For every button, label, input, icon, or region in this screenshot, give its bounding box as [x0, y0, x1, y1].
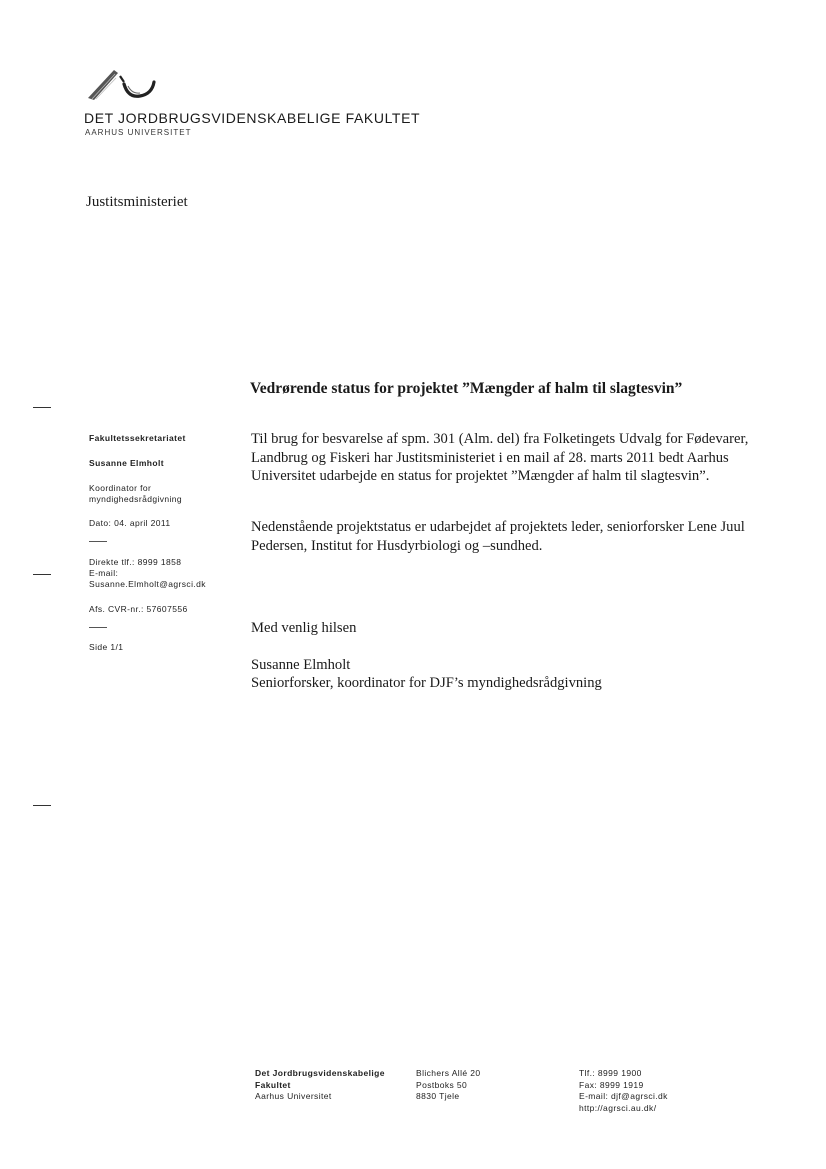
- footer-institution: [255, 1068, 385, 1103]
- sidebar-role-line2: myndighedsrådgivning: [89, 494, 183, 504]
- sidebar-divider: [89, 627, 107, 628]
- footer-fax: Fax: 8999 1919: [579, 1079, 644, 1090]
- fold-mark: [33, 574, 51, 575]
- footer-email: E-mail: djf@agrsci.dk: [579, 1091, 668, 1101]
- footer-address-line1: Blichers Allé 20: [416, 1068, 481, 1078]
- footer-website: http://agrsci.au.dk/: [579, 1102, 657, 1113]
- recipient: Justitsministeriet: [86, 194, 188, 210]
- footer-address-line3: 8830 Tjele: [416, 1091, 460, 1101]
- sidebar-department: Fakultetssekretariatet: [89, 433, 186, 443]
- footer-institution-line3: Aarhus Universitet: [255, 1091, 332, 1101]
- sidebar-phone: Direkte tlf.: 8999 1858: [89, 557, 182, 567]
- sidebar-name: Susanne Elmholt: [89, 458, 164, 468]
- footer-phone: Tlf.: 8999 1900: [579, 1068, 642, 1078]
- university-name: AARHUS UNIVERSITET: [85, 128, 192, 137]
- footer-address-line2: Postboks 50: [416, 1079, 468, 1090]
- fold-mark: [33, 805, 51, 806]
- sidebar-email-label: E-mail:: [89, 568, 119, 578]
- signature-name: Susanne Elmholt: [251, 657, 351, 673]
- sidebar-page: Side 1/1: [89, 642, 124, 652]
- sidebar-email: Susanne.Elmholt@agrsci.dk: [89, 579, 206, 589]
- signature-title: Seniorforsker, koordinator for DJF’s myndighedsrådgivning: [251, 675, 602, 691]
- sidebar-cvr: Afs. CVR-nr.: 57607556: [89, 604, 188, 614]
- sidebar-role-line1: Koordinator for: [89, 483, 152, 493]
- footer-contact: [579, 1068, 668, 1114]
- closing: Med venlig hilsen: [251, 620, 357, 636]
- letter-subject: Vedrørende status for projektet ”Mængder af halm til slagtesvin”: [250, 380, 683, 397]
- faculty-name: DET JORDBRUGSVIDENSKABELIGE FAKULTET: [84, 110, 421, 126]
- sidebar-date: Dato: 04. april 2011: [89, 518, 171, 528]
- aarhus-university-logo-icon: [84, 62, 160, 102]
- body-paragraph-1: Til brug for besvarelse af spm. 301 (Alm. del) fra Folketingets Udvalg for Fødevarer, Landbrug og Fiskeri har Justitsministeriet i en mail af 28. marts 2011 bedt Aarhus Universitet udarbejde en status for projektet ”Mængder af halm til slagtesvin”.: [251, 431, 749, 484]
- body-paragraph-2: Nedenstående projektstatus er udarbejdet af projektets leder, seniorforsker Lene Juul Pedersen, Institut for Husdyrbiologi og –sundhed.: [251, 519, 745, 554]
- fold-mark: [33, 407, 51, 408]
- sidebar-divider: [89, 541, 107, 542]
- footer-institution-line2: Fakultet: [255, 1079, 291, 1090]
- footer-address: [416, 1068, 481, 1103]
- footer-institution-line1: Det Jordbrugsvidenskabelige: [255, 1068, 385, 1078]
